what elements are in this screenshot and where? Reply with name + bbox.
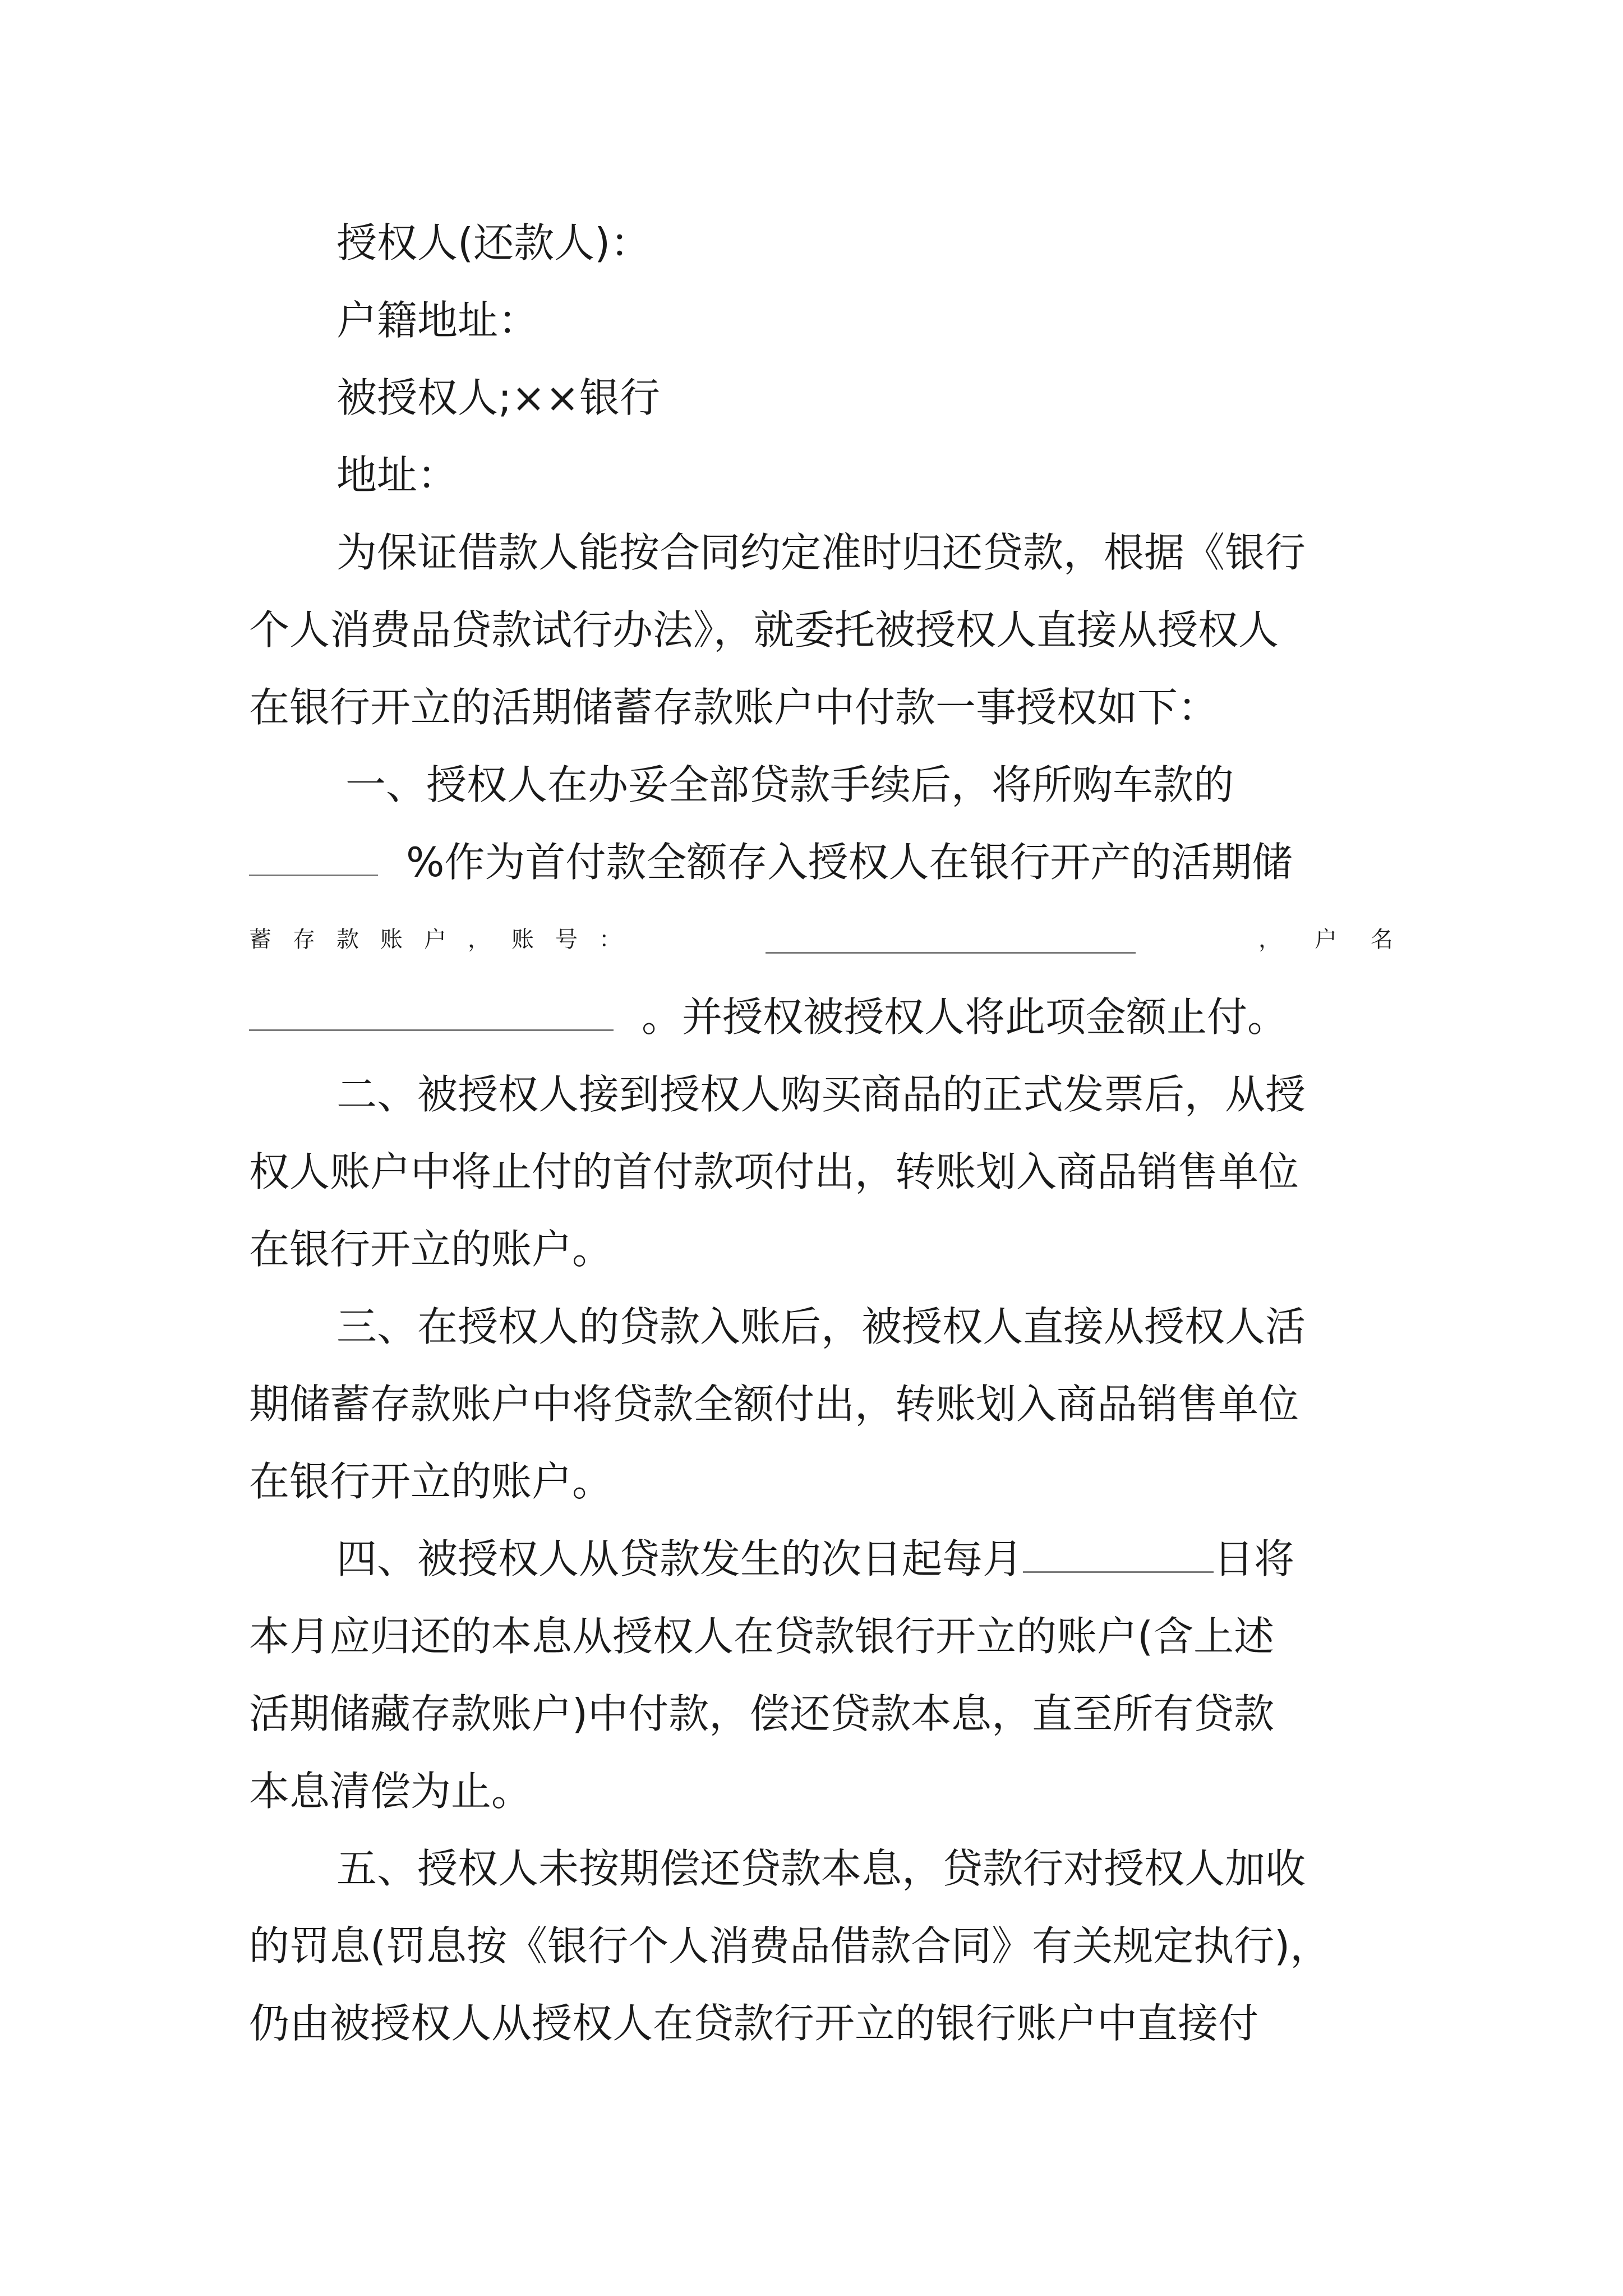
clause5-line-1: 五、授权人未按期偿还贷款本息，贷款行对授权人加收 <box>336 1845 1306 1892</box>
clause4-line-2: 本月应归还的本息从授权人在贷款银行开立的账户(含上述 <box>249 1613 1275 1660</box>
intro-line-2: 个人消费品贷款试行办法》，就委托被授权人直接从授权人 <box>249 606 1279 654</box>
clause3-line-3: 在银行开立的账户。 <box>249 1458 613 1505</box>
clause1-line-4-text: 。并授权被授权人将此项金额止付。 <box>642 993 1288 1041</box>
monthly-day-blank[interactable] <box>1023 1520 1214 1573</box>
percentage-blank[interactable] <box>249 823 378 876</box>
account-number-blank[interactable] <box>766 900 1136 954</box>
clause2-line-3: 在银行开立的账户。 <box>249 1226 613 1273</box>
clause1-line-3 <box>249 900 1427 979</box>
clause4-line-1 <box>336 1520 1393 1598</box>
clause2-line-1: 二、被授权人接到授权人购买商品的正式发票后，从授 <box>336 1071 1306 1118</box>
address-label: 地址： <box>336 452 458 499</box>
intro-line-3: 在银行开立的活期储蓄存款账户中付款一事授权如下： <box>249 684 1219 731</box>
clause5-line-2: 的罚息(罚息按《银行个人消费品借款合同》有关规定执行)， <box>249 1922 1331 1970</box>
clause1-line-2-text: %作为首付款全额存入授权人在银行开产的活期储 <box>406 839 1293 886</box>
domicile-label: 户籍地址： <box>336 297 539 344</box>
clause4-line-1-suffix: 日将 <box>1214 1535 1295 1582</box>
clause4-line-4: 本息清偿为止。 <box>249 1768 532 1815</box>
clause1-account-label: 蓄存款账户，账号： <box>249 927 643 953</box>
authorizer-label: 授权人(还款人)： <box>336 219 651 266</box>
authorized-party-label: 被授权人;××银行 <box>336 374 660 421</box>
intro-line-1: 为保证借款人能按合同约定准时归还贷款，根据《银行 <box>336 529 1306 576</box>
clause2-line-2: 权人账户中将止付的首付款项付出，转账划入商品销售单位 <box>249 1148 1299 1195</box>
clause4-line-1-text: 四、被授权人从贷款发生的次日起每月 <box>336 1535 1023 1582</box>
clause1-line-2 <box>249 823 1393 901</box>
clause1-account-name-label: ，户名 <box>1258 927 1427 953</box>
clause1-line-4 <box>249 978 1393 1056</box>
clause4-line-3: 活期储藏存款账户)中付款，偿还贷款本息，直至所有贷款 <box>249 1690 1275 1737</box>
clause3-line-1: 三、在授权人的贷款入账后，被授权人直接从授权人活 <box>336 1303 1306 1350</box>
clause1-line-1: 一、授权人在办妥全部贷款手续后，将所购车款的 <box>345 761 1234 808</box>
clause5-line-3: 仍由被授权人从授权人在贷款行开立的银行账户中直接付 <box>249 2000 1259 2047</box>
account-name-blank[interactable] <box>249 978 614 1031</box>
clause3-line-2: 期储蓄存款账户中将贷款全额付出，转账划入商品销售单位 <box>249 1381 1299 1428</box>
